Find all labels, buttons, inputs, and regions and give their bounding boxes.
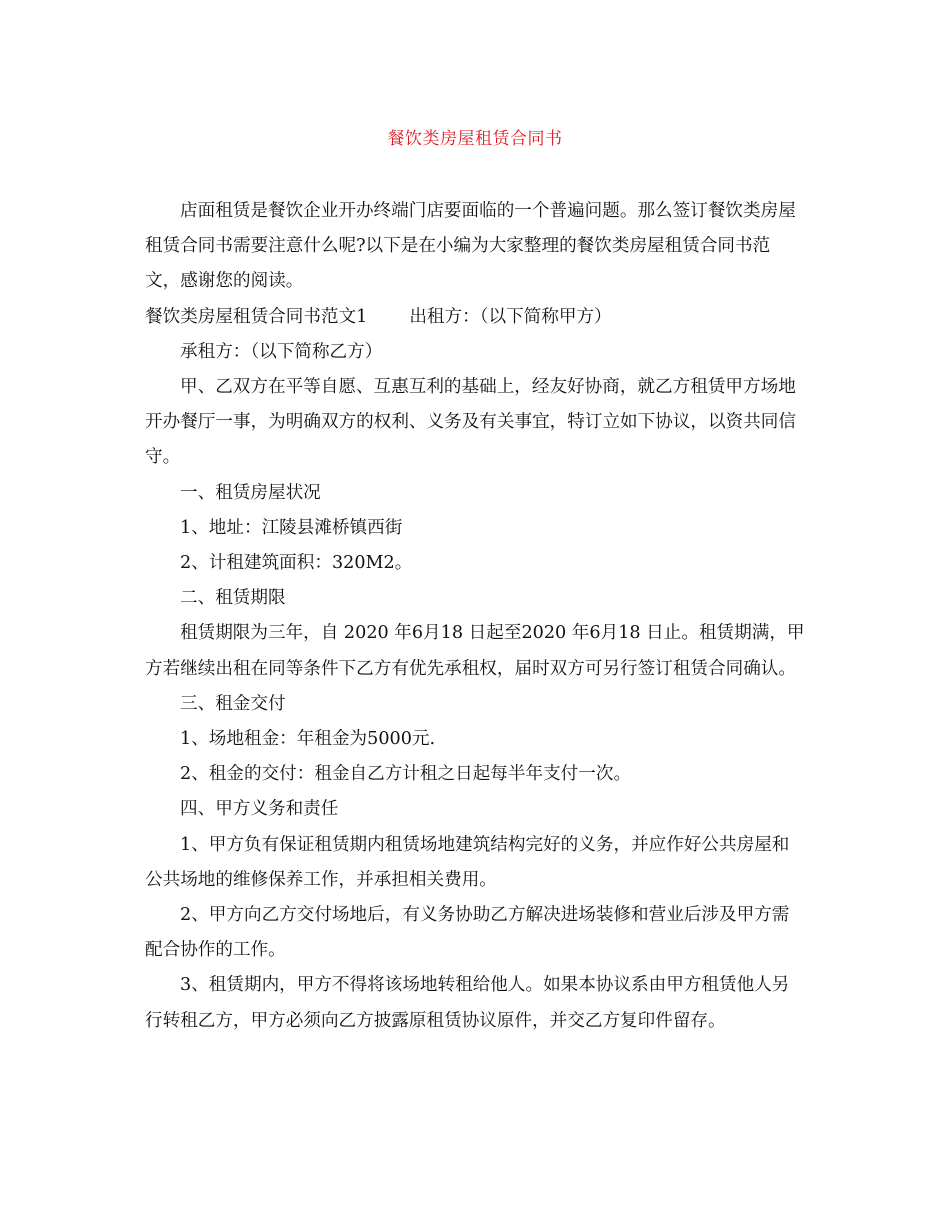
clause-4-2: 2、甲方向乙方交付场地后，有义务协助乙方解决进场装修和营业后涉及甲方需配合协作的工作。: [145, 905, 790, 961]
clause-1-1: 1、地址：江陵县滩桥镇西街: [180, 517, 403, 538]
contract-heading-line: [145, 300, 805, 335]
document-body: [145, 194, 805, 1039]
section-heading-3: 三、租金交付: [180, 693, 286, 714]
section-heading-4: 四、甲方义务和责任: [180, 799, 339, 820]
intro-paragraph: 店面租赁是餐饮企业开办终端门店要面临的一个普遍问题。那么签订餐饮类房屋租赁合同书需要注意什么呢?以下是在小编为大家整理的餐饮类房屋租赁合同书范文，感谢您的阅读。: [145, 201, 796, 292]
clause-4-3: 3、租赁期内，甲方不得将该场地转租给他人。如果本协议系由甲方租赁他人另行转租乙方，甲方必须向乙方披露原租赁协议原件，并交乙方复印件留存。: [145, 975, 790, 1031]
contract-sample-label: 餐饮类房屋租赁合同书范文1: [145, 306, 368, 327]
preamble-paragraph: 甲、乙双方在平等自愿、互惠互利的基础上，经友好协商，就乙方租赁甲方场地开办餐厅一事，为明确双方的权利、义务及有关事宜，特订立如下协议，以资共同信守。: [145, 377, 796, 468]
document-title: 餐饮类房屋租赁合同书: [387, 129, 563, 149]
lessee-label: 承租方：（以下简称乙方）: [180, 341, 383, 362]
lessor-label: 出租方：（以下简称甲方）: [409, 306, 612, 327]
lease-term-paragraph: 租赁期限为三年，自 2020 年6月18 日起至2020 年6月18 日止。租赁期满，甲方若继续出租在同等条件下乙方有优先承租权，届时双方可另行签订租赁合同确认。: [145, 623, 805, 679]
clause-1-2: 2、计租建筑面积：320M2。: [180, 553, 413, 574]
clause-4-1: 1、甲方负有保证租赁期内租赁场地建筑结构完好的义务，并应作好公共房屋和公共场地的维修保养工作，并承担相关费用。: [145, 834, 790, 890]
section-heading-2: 二、租赁期限: [180, 588, 286, 609]
section-heading-1: 一、租赁房屋状况: [180, 482, 321, 503]
clause-3-1: 1、场地租金：年租金为5000元.: [180, 729, 436, 750]
clause-3-2: 2、租金的交付：租金自乙方计租之日起每半年支付一次。: [180, 764, 632, 785]
